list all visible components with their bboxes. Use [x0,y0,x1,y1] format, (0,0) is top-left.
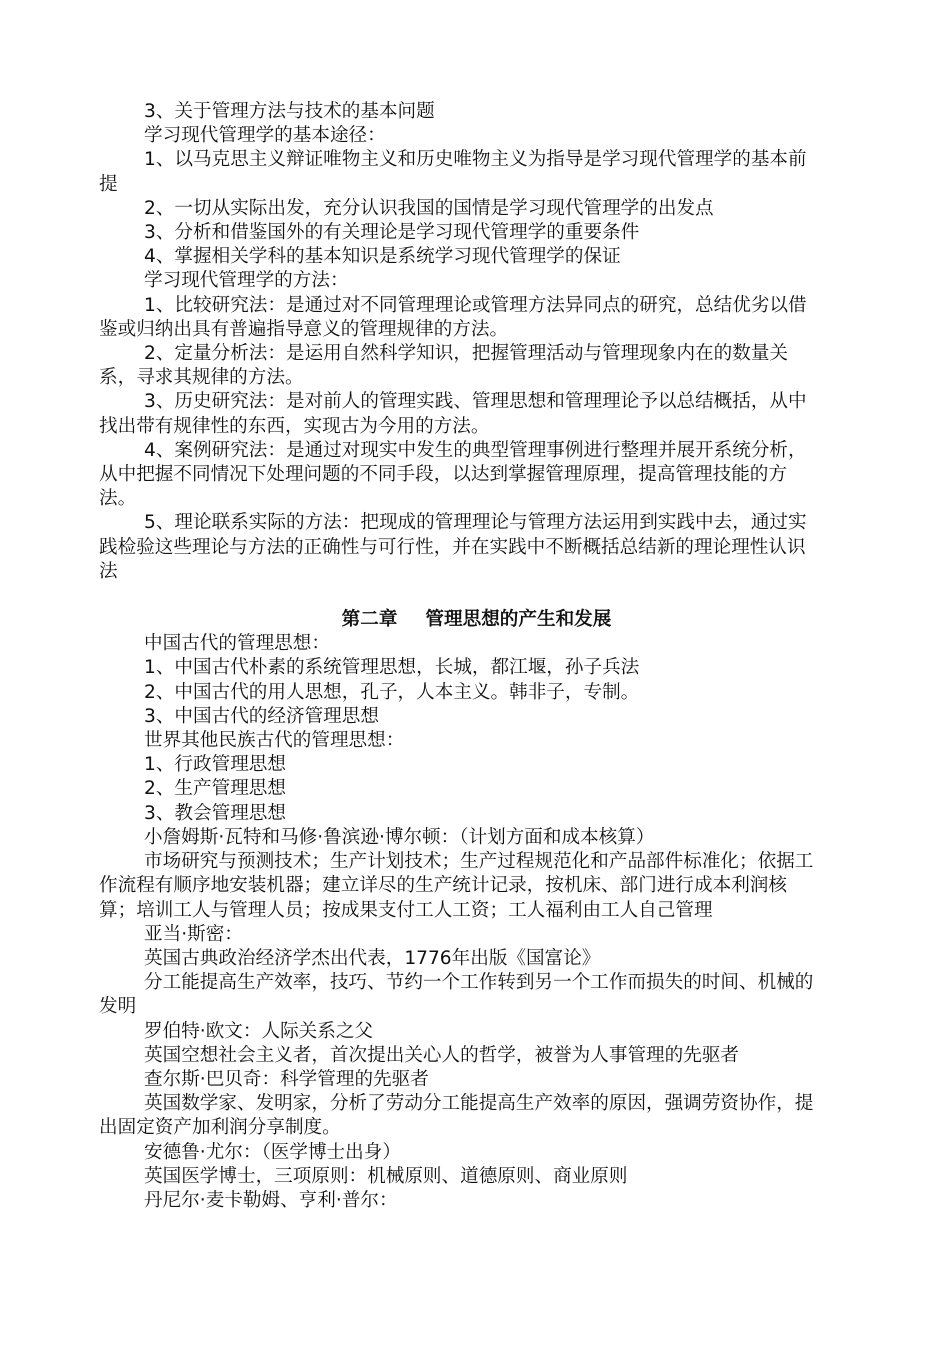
chapter-heading [99,608,814,632]
paragraph: 1、中国古代朴素的系统管理思想，长城，都江堰，孙子兵法 [144,657,640,679]
section-study-methods [99,100,814,584]
paragraph: 英国古典政治经济学杰出代表，1776年出版《国富论》 [144,947,601,969]
chapter-title: 管理思想的产生和发展 [425,609,612,631]
paragraph: 英国医学博士，三项原则：机械原则、道德原则、商业原则 [144,1165,628,1187]
document-body [99,100,814,1213]
paragraph: 罗伯特·欧文：人际关系之父 [144,1020,374,1042]
paragraph: 1、行政管理思想 [144,754,286,776]
section-gap [99,584,814,608]
paragraph: 3、教会管理思想 [144,802,286,824]
paragraph: 2、生产管理思想 [144,778,286,800]
paragraph: 丹尼尔·麦卡勒姆、亨利·普尔： [144,1189,398,1211]
paragraph: 市场研究与预测技术；生产计划技术；生产过程规范化和产品部件标准化；依据工作流程有顺序地安装机器；建立详尽的生产统计记录，按机床、部门进行成本利润核算；培训工人与管理人员；按成果支付工人工资；工人福利由工人自己管理 [99,851,814,921]
paragraph: 1、以马克思主义辩证唯物主义和历史唯物主义为指导是学习现代管理学的基本前提 [99,149,807,195]
chapter-number: 第二章 [341,609,398,631]
paragraph: 亚当·斯密： [144,923,243,945]
paragraph: 4、掌握相关学科的基本知识是系统学习现代管理学的保证 [144,246,621,268]
paragraph: 学习现代管理学的方法： [144,270,349,292]
paragraph: 安德鲁·尤尔：（医学博士出身） [144,1141,401,1163]
paragraph: 世界其他民族古代的管理思想： [144,730,405,752]
paragraph: 英国数学家、发明家，分析了劳动分工能提高生产效率的原因，强调劳资协作，提出固定资产加利润分享制度。 [99,1093,814,1139]
paragraph: 英国空想社会主义者，首次提出关心人的哲学，被誉为人事管理的先驱者 [144,1044,740,1066]
paragraph: 分工能提高生产效率，技巧、节约一个工作转到另一个工作而损失的时间、机械的发明 [99,972,814,1018]
paragraph: 1、比较研究法：是通过对不同管理理论或管理方法异同点的研究，总结优劣以借鉴或归纳出具有普遍指导意义的管理规律的方法。 [99,294,807,340]
paragraph: 3、历史研究法：是对前人的管理实践、管理思想和管理理论予以总结概括，从中找出带有规律性的东西，实现古为今用的方法。 [99,391,807,437]
paragraph: 4、案例研究法：是通过对现实中发生的典型管理事例进行整理并展开系统分析，从中把握不同情况下处理问题的不同手段，以达到掌握管理原理，提高管理技能的方法。 [99,439,807,510]
paragraph: 3、中国古代的经济管理思想 [144,705,379,727]
paragraph: 2、一切从实际出发，充分认识我国的国情是学习现代管理学的出发点 [144,197,714,219]
paragraph: 小詹姆斯·瓦特和马修·鲁滨逊·博尔顿：（计划方面和成本核算） [144,826,655,848]
paragraph: 2、定量分析法：是运用自然科学知识，把握管理活动与管理现象内在的数量关系，寻求其规律的方法。 [99,343,789,389]
paragraph: 3、分析和借鉴国外的有关理论是学习现代管理学的重要条件 [144,222,640,244]
paragraph: 2、中国古代的用人思想，孔子，人本主义。韩非子，专制。 [144,681,640,703]
paragraph: 5、理论联系实际的方法：把现成的管理理论与管理方法运用到实践中去，通过实践检验这些理论与方法的正确性与可行性，并在实践中不断概括总结新的理论理性认识法 [99,512,807,582]
paragraph: 查尔斯·巴贝奇：科学管理的先驱者 [144,1068,429,1090]
paragraph: 3、关于管理方法与技术的基本问题 [144,101,435,122]
paragraph: 学习现代管理学的基本途径： [144,125,386,147]
section-management-thought [99,632,814,1213]
paragraph: 中国古代的管理思想： [144,633,330,655]
